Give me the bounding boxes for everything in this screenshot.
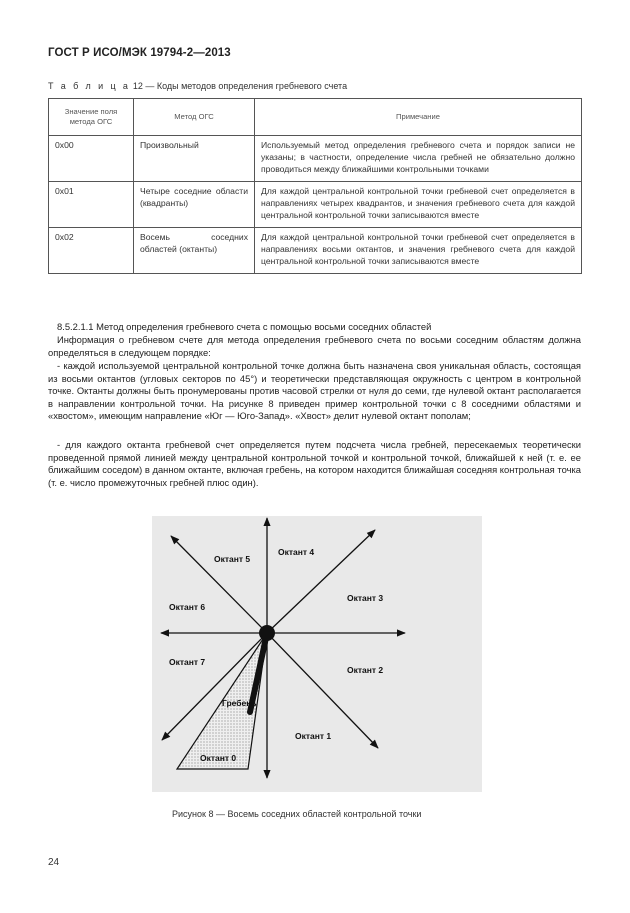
octant-0-label: Октант 0 [200, 753, 237, 763]
list-item-2: - для каждого октанта гребневой счет определяется путем подсчета числа гребней, пересекаемых теоретически проведенной прямой линией между центральной контрольной точкой и контрольной точкой, ближайшей к ней (т. е. ее ближайшим соседом) в данном октанте, включая гребень, на котором находится ближайшая соседняя контрольная точка (т. е. число промежуточных гребней плюс один). [48, 439, 581, 488]
axis-northwest [171, 536, 267, 633]
table-caption-text: 12 — Коды методов определения гребневого счета [132, 81, 348, 91]
octant-6-label: Октант 6 [169, 602, 206, 612]
document-header: ГОСТ Р ИСО/МЭК 19794-2—2013 [48, 47, 231, 59]
octant-4-label: Октант 4 [278, 547, 315, 557]
minutia-point [259, 625, 275, 641]
table-row [49, 136, 582, 182]
figure-caption: Рисунок 8 — Восемь соседних областей контрольной точки [172, 809, 422, 819]
list-item-1: - каждой используемой центральной контрольной точке должна быть назначена своя уникальная область, состоящая из восьми октантов (угловых секторов по 45°) и теоретически представляющая окружность с центром в контрольной точке. Октанты должны быть пронумерованы против часовой стрелки от нуля до семи, где нулевой октант располагается в направлении контрольной точки. На рисунке 8 приведен пример контрольной точки с 8 соседними областями и «хвостом», имеющим направление «Юг — Юго-Запад». «Хвост» делит нулевой октант пополам; [48, 360, 581, 422]
octant-5-label: Октант 5 [214, 554, 251, 564]
table-caption [48, 81, 347, 91]
octants-figure [152, 516, 482, 792]
octant-2-label: Октант 2 [347, 665, 384, 675]
row-code: 0x01 [49, 182, 134, 228]
header-field-value: Значение поля метода ОГС [49, 99, 134, 136]
methods-table [48, 98, 582, 274]
page-number: 24 [48, 857, 60, 868]
table-row [49, 182, 582, 228]
header-method: Метод ОГС [134, 99, 255, 136]
octant-1-label: Октант 1 [295, 731, 332, 741]
row-note: Используемый метод определения гребневого счета и порядок записи не указаны; в частности, определение числа гребней не обязательно должно проводиться между ближайшими контрольными точками [255, 136, 582, 182]
octant-3-label: Октант 3 [347, 593, 384, 603]
intro-paragraph: Информация о гребневом счете для метода определения гребневого счета по восьми соседним областям должна определяться в следующем порядке: [48, 334, 581, 358]
table-header-row [49, 99, 582, 136]
row-code: 0x00 [49, 136, 134, 182]
row-code: 0x02 [49, 228, 134, 274]
axis-northeast [267, 530, 375, 633]
row-method: Восемь соседних областей (октанты) [134, 228, 255, 274]
row-note: Для каждой центральной контрольной точки гребневой счет определяется в направлениях восьми октантов, и значения гребневого счета для каждой центральной контрольной точки записываются вместе [255, 228, 582, 274]
row-note: Для каждой центральной контрольной точки гребневой счет определяется в направлениях четырех квадрантов, и значения гребневого счета для каждой центральной контрольной точки записываются вместе [255, 182, 582, 228]
table-caption-word: Т а б л и ц а [48, 81, 131, 91]
section-title: 8.5.2.1.1 Метод определения гребневого счета с помощью восьми соседних областей [57, 321, 432, 332]
row-method: Четыре соседние области (квадранты) [134, 182, 255, 228]
header-note: Примечание [255, 99, 582, 136]
row-method: Произвольный [134, 136, 255, 182]
octants-diagram [152, 516, 482, 792]
ridge-label: Гребень [222, 698, 257, 708]
octant-7-label: Октант 7 [169, 657, 206, 667]
table-row [49, 228, 582, 274]
